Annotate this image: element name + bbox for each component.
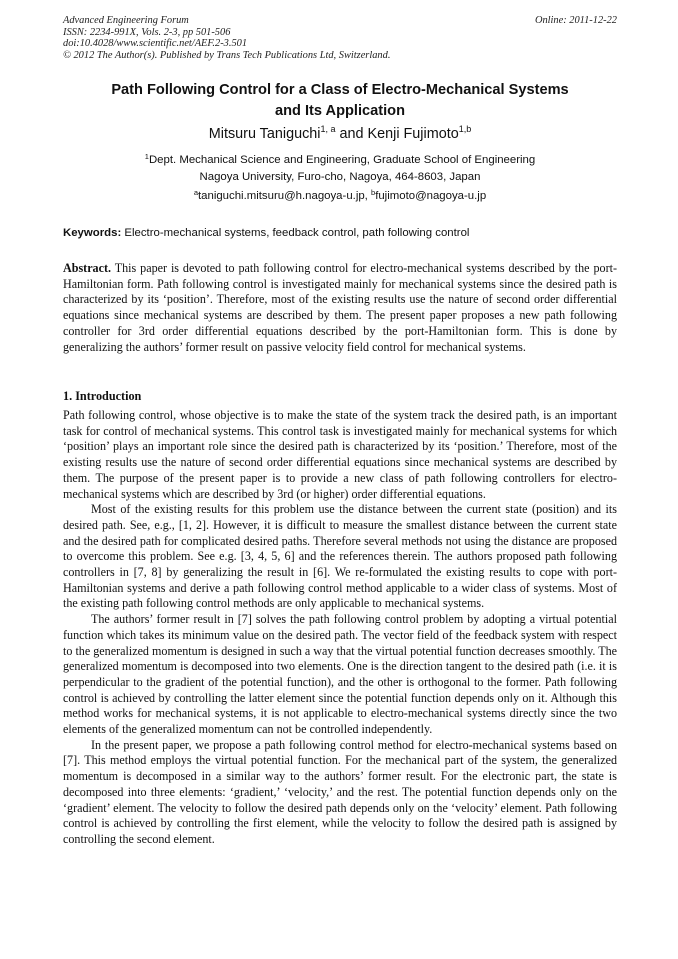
email-2: fujimoto@nagoya-u.jp	[375, 190, 487, 202]
keywords-text: Electro-mechanical systems, feedback control, path following control	[121, 227, 470, 239]
copyright-line: © 2012 The Author(s). Published by Trans Tech Publications Ltd, Switzerland.	[63, 49, 391, 61]
title-line-2: and Its Application	[275, 102, 405, 119]
author-1: Mitsuru Taniguchi	[208, 126, 321, 142]
online-date: Online: 2011-12-22	[534, 15, 617, 26]
journal-header	[63, 15, 617, 61]
section-heading: 1. Introduction	[63, 389, 142, 403]
author-separator: and	[335, 126, 368, 142]
affiliation	[63, 152, 617, 185]
keywords-label: Keywords:	[63, 227, 122, 239]
affiliation-mark: 1	[144, 152, 149, 161]
paper-title	[63, 80, 617, 121]
title-line-1: Path Following Control for a Class of Electro-Mechanical Systems	[111, 82, 569, 98]
journal-name: Advanced Engineering Forum	[63, 15, 189, 26]
paragraph: Most of the existing results for this problem use the distance between the current state (position) and its desired path. See, e.g., [1, 2]. However, it is difficult to measure the smallest distance between the current state and the desired path for complicated desired paths. Therefore several methods not using the distance are proposed to overcome this problem. See e.g. [3, 4, 5, 6] and the references therein. The authors proposed path following controllers in [7, 8] by generalizing the result in [6]. We re-formulated the existing results to cope with port-Hamiltonian systems and derive a path following control method applicable to a wider class of systems. Most of the existing path following control methods are only applicable to mechanical systems.	[63, 502, 617, 611]
affiliation-line-1	[63, 152, 617, 169]
paragraph: The authors’ former result in [7] solves the path following control problem by adopting a virtual potential function which takes its minimum value on the desired path. The vector field of the feedback system with respect to the generalized momentum is designed in such a way that the virtual potential function decreases smoothly. The generalized momentum is decomposed into two elements. One is the direction tangent to the desired path (i.e. it is perpendicular to the gradient of the potential function), and the other is orthogonal to the former. Path following control is achieved by controlling the latter element since the potential function depends only on it. Although this method works for mechanical systems, it is not applicable to electro-mechanical systems directly since the two elements of the generalized momentum can not be controlled independently.	[63, 612, 617, 737]
email-line	[63, 188, 617, 204]
abstract-text: This paper is devoted to path following control for electro-mechanical systems described by the port-Hamiltonian form. Path following control is investigated mainly for mechanical systems since the desired path is characterized by its ‘position’. Therefore, most of the existing results use the nature of second order differential equations since mechanical systems are described by them. The present paper proposes a new path following controller for 3rd order differential equations described by the port-Hamiltonian form. This is done by generalizing the authors’ former result on passive velocity field control for mechanical systems.	[63, 261, 617, 354]
abstract	[63, 261, 617, 355]
introduction-body	[63, 408, 617, 848]
abstract-label: Abstract.	[63, 261, 112, 275]
author-line	[63, 124, 617, 144]
affiliation-line-2: Nagoya University, Furo-cho, Nagoya, 464-8603, Japan	[199, 170, 481, 183]
email-2-mark: b	[371, 188, 376, 197]
author-1-affiliation-mark: 1, a	[320, 124, 336, 134]
paragraph: Path following control, whose objective is to make the state of the system track the desired path, is an important task for control of mechanical systems. This control task is investigated mainly for mechanical systems for which ‘position’ plays an important role since the desired path is characterized by its ‘position.’ Therefore, most of the existing results use the nature of second order differential equations since mechanical systems are described by them. The purpose of the present paper is to provide a new class of path following controllers for electro-mechanical systems which are described by 3rd (or higher) order differential equations.	[63, 408, 617, 501]
email-1: taniguchi.mitsuru@h.nagoya-u.jp,	[197, 190, 372, 202]
affiliation-department: Dept. Mechanical Science and Engineering, Graduate School of Engineering	[148, 154, 536, 166]
doi-line: doi:10.4028/www.scientific.net/AEF.2-3.501	[63, 38, 248, 50]
issn-line: ISSN: 2234-991X, Vols. 2-3, pp 501-506	[63, 26, 231, 38]
paragraph: In the present paper, we propose a path following control method for electro-mechanical systems based on [7]. This method employs the virtual potential function. For the mechanical part of the system, the generalized momentum is decomposed in a similar way to the authors’ former result. For the electronic part, the state is decomposed into three elements: ‘gradient,’ ‘velocity,’ and the rest. The potential function depends only on the ‘gradient’ element. The velocity to follow the desired path depends only on the ‘velocity’ element. Path following control is achieved by controlling the first element, while the velocity to follow the desired path is assigned by controlling the second element.	[63, 737, 617, 846]
author-2: Kenji Fujimoto	[367, 126, 459, 142]
keywords	[63, 225, 617, 241]
email-1-mark: a	[193, 188, 198, 197]
author-2-affiliation-mark: 1,b	[458, 124, 472, 134]
